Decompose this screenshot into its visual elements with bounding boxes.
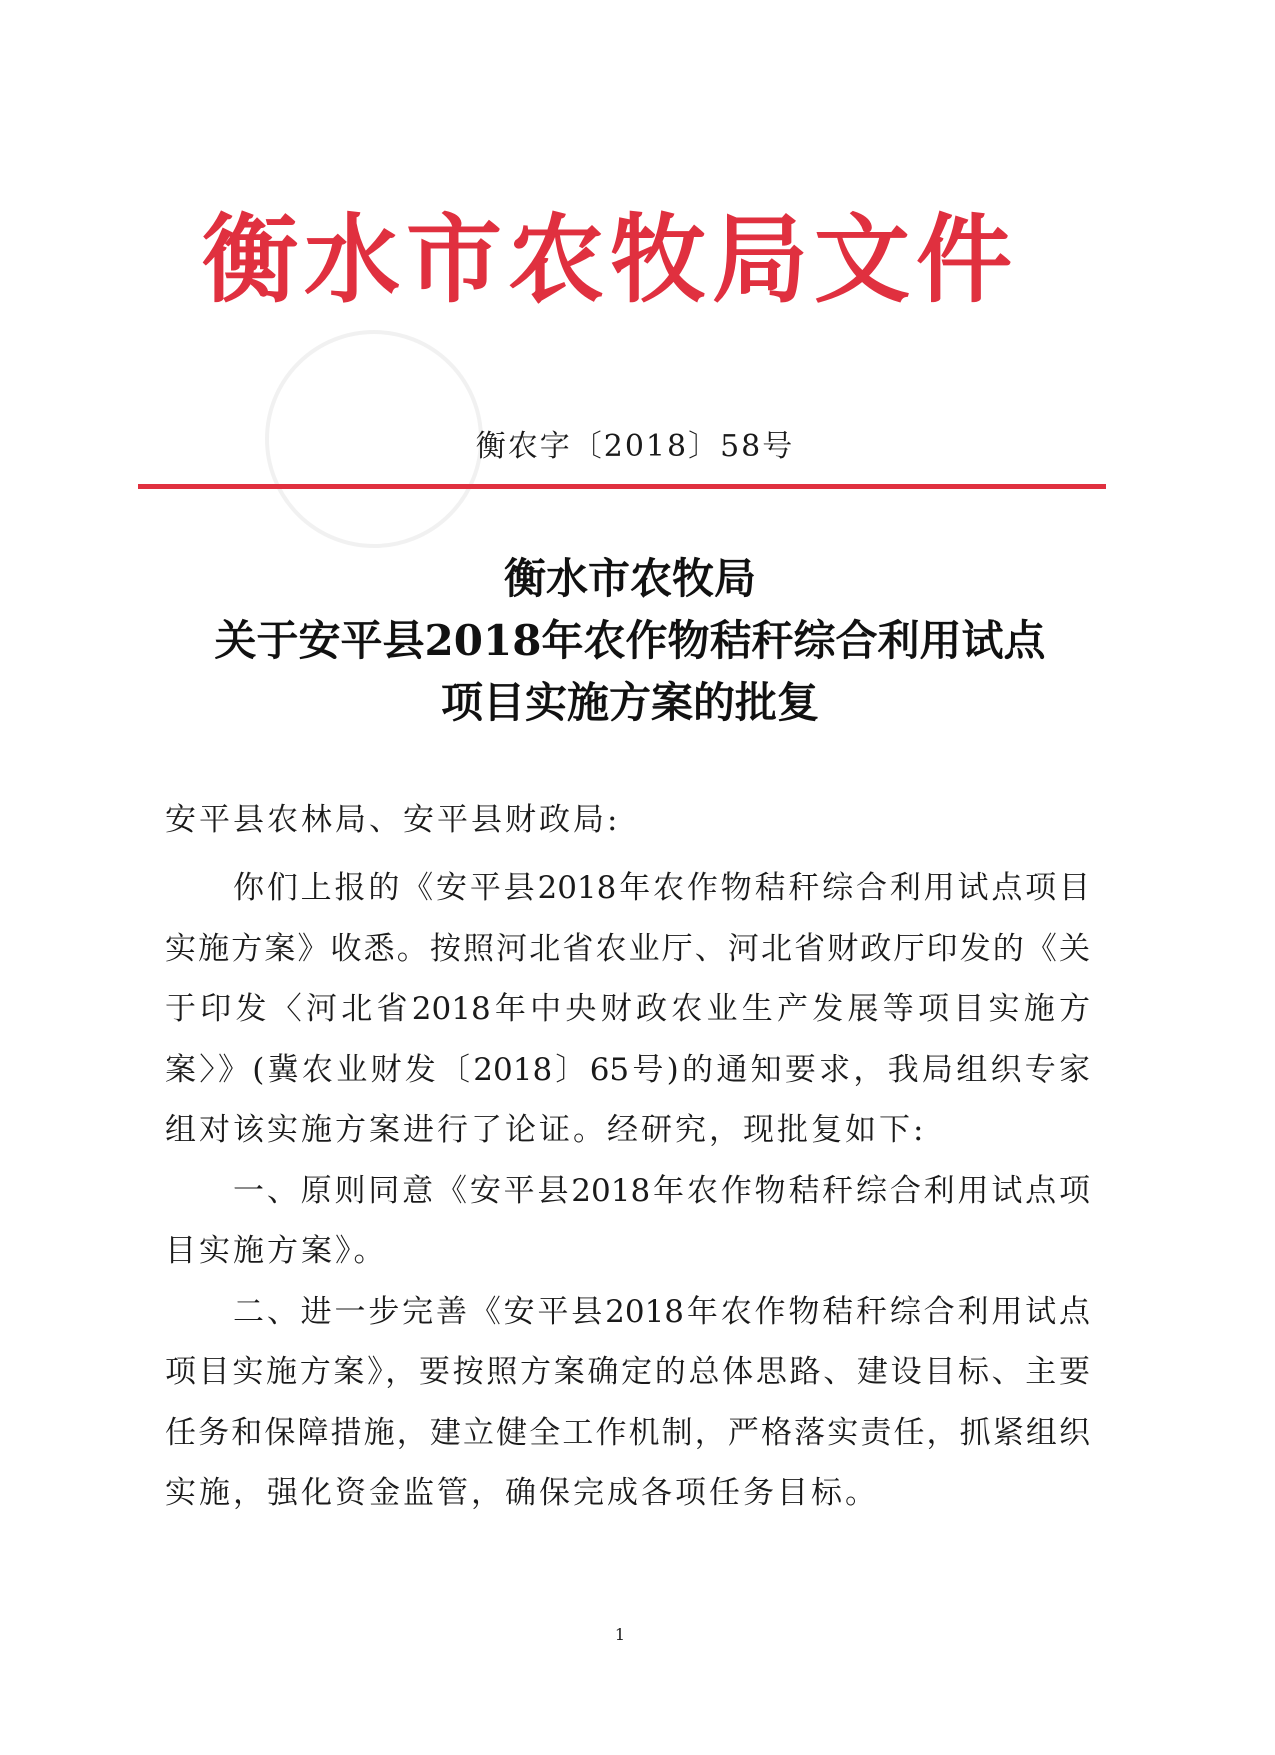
body-line: 案〉》(冀农业财发〔2018〕65号)的通知要求，我局组织专家	[165, 1051, 1090, 1088]
addressee: 安平县农林局、安平县财政局:	[165, 802, 621, 838]
title-line-3: 项目实施方案的批复	[440, 678, 819, 727]
red-divider-line	[138, 484, 1106, 489]
document-header-title: 衡水市农牧局文件	[202, 204, 1018, 316]
body-line: 你们上报的《安平县2018年农作物秸秆综合利用试点项目	[233, 870, 1090, 906]
body-line: 目实施方案》。	[165, 1233, 388, 1269]
body-line: 二、进一步完善《安平县2018年农作物秸秆综合利用试点	[233, 1293, 1090, 1330]
body-line: 任务和保障措施，建立健全工作机制，严格落实责任，抓紧组织	[165, 1414, 1090, 1451]
body-line: 实施方案》收悉。按照河北省农业厅、河北省财政厅印发的《关	[165, 930, 1090, 967]
title-line-1: 衡水市农牧局	[503, 554, 756, 603]
body-text	[165, 858, 1090, 1524]
document-title	[130, 548, 1130, 734]
reference-number: 衡农字〔2018〕58号	[475, 429, 795, 464]
body-line: 一、原则同意《安平县2018年农作物秸秆综合利用试点项	[233, 1172, 1090, 1209]
body-line: 组对该实施方案进行了论证。经研究，现批复如下:	[165, 1112, 927, 1148]
body-line: 项目实施方案》，要按照方案确定的总体思路、建设目标、主要	[165, 1354, 1090, 1390]
body-line: 实施，强化资金监管，确保完成各项任务目标。	[165, 1475, 879, 1511]
title-line-2: 关于安平县2018年农作物秸秆综合利用试点	[214, 616, 1046, 665]
page-number: 1	[614, 1625, 626, 1644]
body-line: 于印发〈河北省2018年中央财政农业生产发展等项目实施方	[165, 991, 1090, 1027]
